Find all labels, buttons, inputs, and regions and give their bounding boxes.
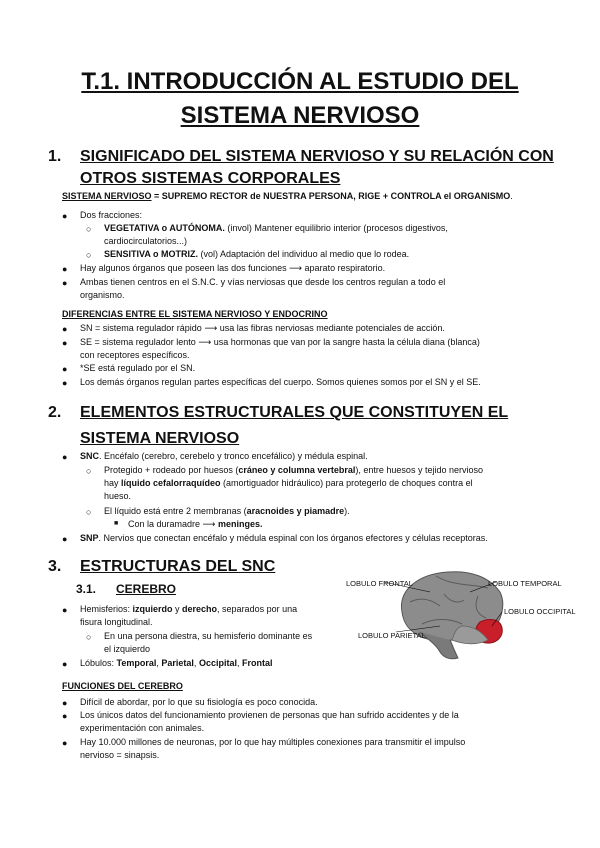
item-text: Ambas tienen centros en el S.N.C. y vías nerviosas que desde los centros regulan a todo el [80,277,446,287]
term-snp: SNP [80,533,99,543]
section-title-line2: OTROS SISTEMAS CORPORALES [80,170,341,187]
bullet-icon: ● [62,378,68,388]
bold-term: Frontal [241,658,273,668]
item-text: ). [344,506,350,516]
item-text: (vol) Adaptación del individuo al medio que lo rodea. [198,249,410,259]
circle-bullet-icon: ○ [86,507,92,517]
item-text: con receptores específicos. [80,350,190,360]
bullet-icon: ● [62,738,68,748]
circle-bullet-icon: ○ [86,224,92,234]
list-item [80,532,488,545]
subsection-3-1-heading [76,582,177,596]
section-title-line1: ELEMENTOS ESTRUCTURALES QUE CONSTITUYEN EL [80,404,509,421]
label-frontal: LOBULO FRONTAL [346,579,413,588]
item-text: ), entre huesos y tejido nervioso [355,465,483,475]
subsection-heading: DIFERENCIAS ENTRE EL SISTEMA NERVIOSO Y ENDOCRINO [62,309,328,319]
bullet-icon: ● [62,711,68,721]
section-title-line1: SIGNIFICADO DEL SISTEMA NERVIOSO Y SU RELACIÓN CON [80,148,554,165]
circle-bullet-icon: ○ [86,632,92,642]
list-item [80,657,272,670]
list-item [104,248,409,261]
item-text: , separados por una [217,604,298,614]
list-item: Hay algunos órganos que poseen las dos funciones ⟶ aparato respiratorio. [80,263,386,273]
item-text: Hemisferios: [80,604,133,614]
bold-term: Temporal [116,658,157,668]
term-snc: SNC [80,451,100,461]
item-text: , [156,658,162,668]
list-item: Los demás órganos regulan partes específicas del cuerpo. Somos quienes somos por el SN y el SE. [80,377,481,387]
item-text: hay [104,478,122,488]
subsection-heading: FUNCIONES DEL CEREBRO [62,681,183,691]
item-text: experimentación con animales. [80,723,205,733]
list-item [80,736,590,762]
item-text: y [172,604,183,614]
list-item [104,630,354,656]
bold-term: derecho [182,604,218,614]
definition-text: = SUPREMO RECTOR de NUESTRA PERSONA, RIGE + CONTROLA el ORGANISMO [151,191,511,201]
label-parietal: LOBULO PARIETAL [358,631,426,640]
list-item: Dos fracciones: [80,210,143,220]
subsection-title: CEREBRO [116,582,177,596]
item-text: . Nervios que conectan encéfalo y médula espinal con los órganos efectores y células receptoras. [98,533,488,543]
bullet-icon: ● [62,278,68,288]
item-text: organismo. [80,290,125,300]
list-item [104,222,584,248]
definition-line [62,190,513,203]
bullet-icon: ● [62,534,68,544]
bold-term: Occipital [198,658,237,668]
bold-term: izquierdo [132,604,173,614]
item-text: . Encéfalo (cerebro, cerebelo y tronco encefálico) y médula espinal. [99,451,368,461]
item-text: nervioso = sinapsis. [80,750,160,760]
section-title: ESTRUCTURAS DEL SNC [80,558,276,575]
bullet-icon: ● [62,324,68,334]
bullet-icon: ● [62,698,68,708]
section-number: 1. [48,148,62,165]
item-text: En una persona diestra, su hemisferio dominante es [104,631,313,641]
item-text: , [193,658,199,668]
list-item [128,518,262,531]
bullet-icon: ● [62,338,68,348]
list-item: SN = sistema regulador rápido ⟶ usa las fibras nerviosas mediante potenciales de acción. [80,323,445,333]
list-item [104,464,594,503]
list-item [104,505,350,518]
section-2-heading [48,402,588,446]
item-text: el izquierdo [104,644,151,654]
section-3-heading [48,556,348,578]
label-temporal: LOBULO TEMPORAL [488,579,562,588]
item-text: fisura longitudinal. [80,617,153,627]
definition-end: . [510,191,513,201]
item-text: cardiocirculatorios...) [104,236,188,246]
square-bullet-icon: ■ [114,520,119,527]
brain-lobes-illustration [340,566,580,662]
term-vegetativa: VEGETATIVA o AUTÓNOMA. [104,223,225,233]
item-text: , [236,658,242,668]
list-item [80,450,368,463]
item-text: SE = sistema regulador lento ⟶ usa hormonas que van por la sangre hasta la célula diana (blanca) [80,337,480,347]
item-text: Lóbulos: [80,658,117,668]
section-1-heading [48,146,588,190]
list-item [80,603,340,629]
list-item: *SE está regulado por el SN. [80,363,196,373]
item-text: Hay 10.000 millones de neuronas, por lo que hay múltiples conexiones para transmitir el impulso [80,737,466,747]
bullet-icon: ● [62,659,68,669]
section-title-line2: SISTEMA NERVIOSO [80,430,240,447]
item-text: (invol) Mantener equilibrio interior (procesos digestivos, [224,223,448,233]
definition-term: SISTEMA NERVIOSO [62,191,152,201]
term-sensitiva: SENSITIVA o MOTRIZ. [104,249,198,259]
subsection-number: 3.1. [76,582,97,596]
bullet-icon: ● [62,452,68,462]
bold-term: Parietal [161,658,194,668]
bullet-icon: ● [62,264,68,274]
bullet-icon: ● [62,211,68,221]
page-title-line2: SISTEMA NERVIOSO [180,102,420,129]
item-text: El líquido está entre 2 membranas ( [104,506,247,516]
item-text: (amortiguador hidráulico) para protegerlo de choques contra el [220,478,473,488]
section-number: 3. [48,558,62,575]
item-text: Protegido + rodeado por huesos ( [104,465,239,475]
bullet-icon: ● [62,364,68,374]
label-occipital: LOBULO OCCIPITAL [504,607,576,616]
bold-term: aracnoides y piamadre [246,506,345,516]
list-item: Difícil de abordar, por lo que su fisiología es poco conocida. [80,697,318,707]
list-item [80,709,590,735]
item-text: Con la duramadre ⟶ [128,519,218,529]
bold-term: cráneo y columna vertebral [238,465,356,475]
bold-term: líquido cefalorraquídeo [121,478,221,488]
bold-term: meninges. [217,519,263,529]
page-title-line1: T.1. INTRODUCCIÓN AL ESTUDIO DEL [81,68,519,95]
item-text: hueso. [104,491,132,501]
circle-bullet-icon: ○ [86,250,92,260]
list-item [80,336,590,362]
section-number: 2. [48,404,62,421]
list-item [80,276,580,302]
circle-bullet-icon: ○ [86,466,92,476]
bullet-icon: ● [62,605,68,615]
item-text: Los únicos datos del funcionamiento provienen de personas que han sufrido accidentes y de la [80,710,459,720]
